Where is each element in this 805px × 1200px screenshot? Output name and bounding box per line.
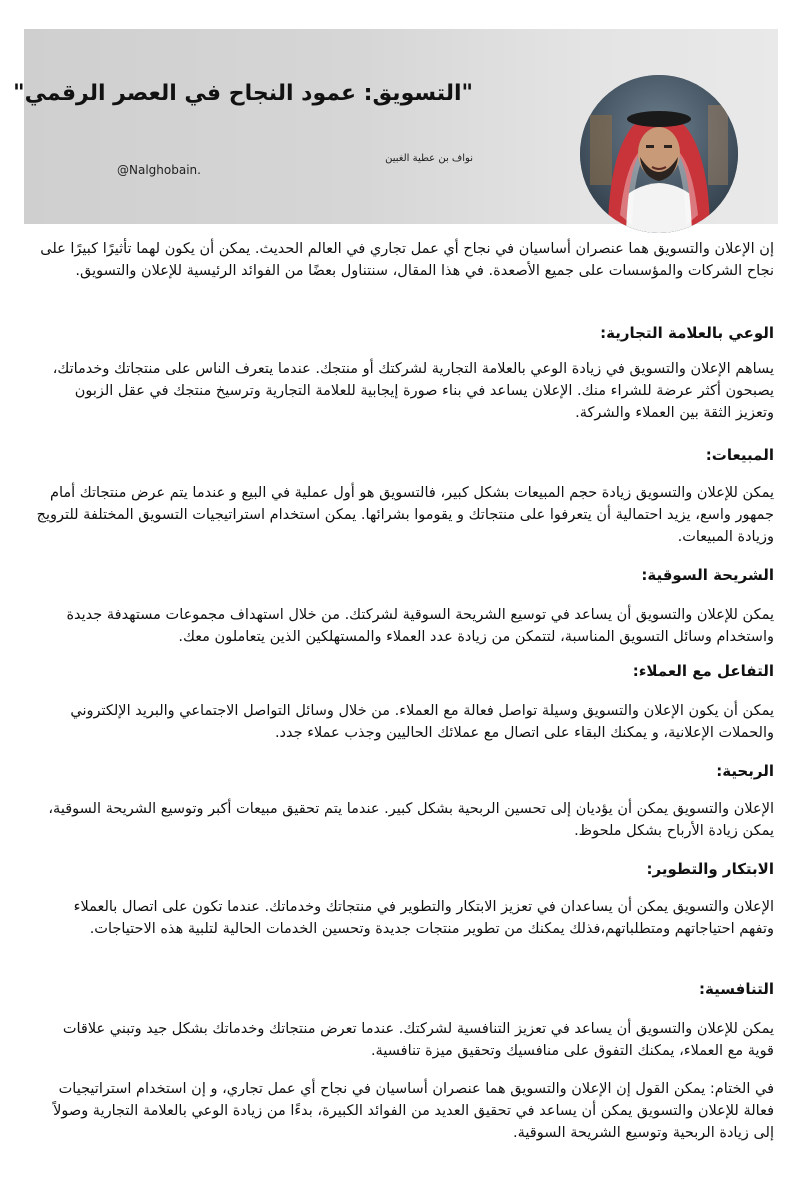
section-body-market-segment: يمكن للإعلان والتسويق أن يساعد في توسيع الشريحة السوقية لشركتك. من خلال استهداف مجموعات مستهدفة جديدة واستخدام وسائل التسويق المناسبة، لتتمكن من زيادة عدد العملاء والمستهلكين الذين يتعاملون معك. xyxy=(66,607,774,645)
conclusion-paragraph: في الختام: يمكن القول إن الإعلان والتسويق هما عنصران أساسيان في نجاح أي عمل تجاري، و إن استخدام استراتيجيات فعالة للإعلان والتسويق يمكن أن يساعد في تحقيق العديد من الفوائد الكبيرة، بدءًا من زيادة الوعي بالعلامة التجارية وصولاً إلى زيادة الربحية وتوسيع الشريحة السوقية. xyxy=(53,1081,774,1141)
section-heading-competitiveness: التنافسية: xyxy=(699,980,774,998)
author-name: نواف بن عطية الغبين xyxy=(385,153,473,164)
author-portrait-image xyxy=(580,75,738,233)
section-heading-innovation: الابتكار والتطوير: xyxy=(646,860,774,878)
section-heading-customer-interaction: التفاعل مع العملاء: xyxy=(632,662,774,680)
section-heading-brand-awareness: الوعي بالعلامة التجارية: xyxy=(600,324,774,342)
section-body-profitability: الإعلان والتسويق يمكن أن يؤديان إلى تحسين الربحية بشكل كبير. عندما يتم تحقيق مبيعات أكبر وتوسيع الشريحة السوقية، يمكن زيادة الأرباح بشكل ملحوظ. xyxy=(48,801,774,839)
intro-paragraph: إن الإعلان والتسويق هما عنصران أساسيان في نجاح أي عمل تجاري في العالم الحديث. يمكن أن يكون لهما تأثيرًا كبيرًا على نجاح الشركات والمؤسسات على جميع الأصعدة. في هذا المقال، سنتناول بعضًا من الفوائد الرئيسية للإعلان والتسويق. xyxy=(40,241,774,279)
section-body-competitiveness: يمكن للإعلان والتسويق أن يساعد في تعزيز التنافسية لشركتك. عندما تعرض منتجاتك وخدماتك بشكل جيد وتبني علاقات قوية مع العملاء، يمكنك التفوق على منافسيك وتحقيق ميزة تنافسية. xyxy=(62,1021,774,1059)
section-body-brand-awareness: يساهم الإعلان والتسويق في زيادة الوعي بالعلامة التجارية لشركتك أو منتجك. عندما يتعرف الناس على منتجاتك وخدماتك، يصبحون أكثر عرضة للشراء منك. الإعلان يساعد في بناء صورة إيجابية للعلامة التجارية وترسيخ منتجك في عقل الزبون وتعزيز الثقة بين العملاء والشركة. xyxy=(52,361,774,421)
section-heading-profitability: الربحية: xyxy=(716,762,774,780)
section-body-innovation: الإعلان والتسويق يمكن أن يساعدان في تعزيز الابتكار والتطوير في منتجاتك وخدماتك. عندما تكون على اتصال بالعملاء وتفهم احتياجاتهم ومتطلباتهم،فذلك يمكنك من تطوير منتجات جديدة وتحسين الخدمات الحالية لتلبية هذه الاحتياجات. xyxy=(73,899,774,937)
section-body-customer-interaction: يمكن أن يكون الإعلان والتسويق وسيلة تواصل فعالة مع العملاء. من خلال وسائل التواصل الاجتماعي والبريد الإلكتروني والحملات الإعلانية، و يمكنك البقاء على اتصال مع عملائك الحاليين وجذب عملاء جدد. xyxy=(70,703,774,741)
article-header xyxy=(13,29,778,224)
article-title: "التسويق: عمود النجاح في العصر الرقمي" xyxy=(13,81,473,106)
section-body-sales: يمكن للإعلان والتسويق زيادة حجم المبيعات بشكل كبير، فالتسويق هو أول عملية في البيع و عندما يتم عرض منتجاتك أمام جمهور واسع، يزيد احتمالية أن يتعرفوا على منتجاتك و يقوموا بشرائها. يمكن استخدام استراتيجيات التسويق المختلفة للترويج وزيادة المبيعات. xyxy=(36,485,774,545)
section-heading-market-segment: الشريحة السوقية: xyxy=(641,566,774,584)
author-handle: @Nalghobain. xyxy=(117,163,201,177)
section-heading-sales: المبيعات: xyxy=(705,446,774,464)
author-photo xyxy=(580,75,738,233)
